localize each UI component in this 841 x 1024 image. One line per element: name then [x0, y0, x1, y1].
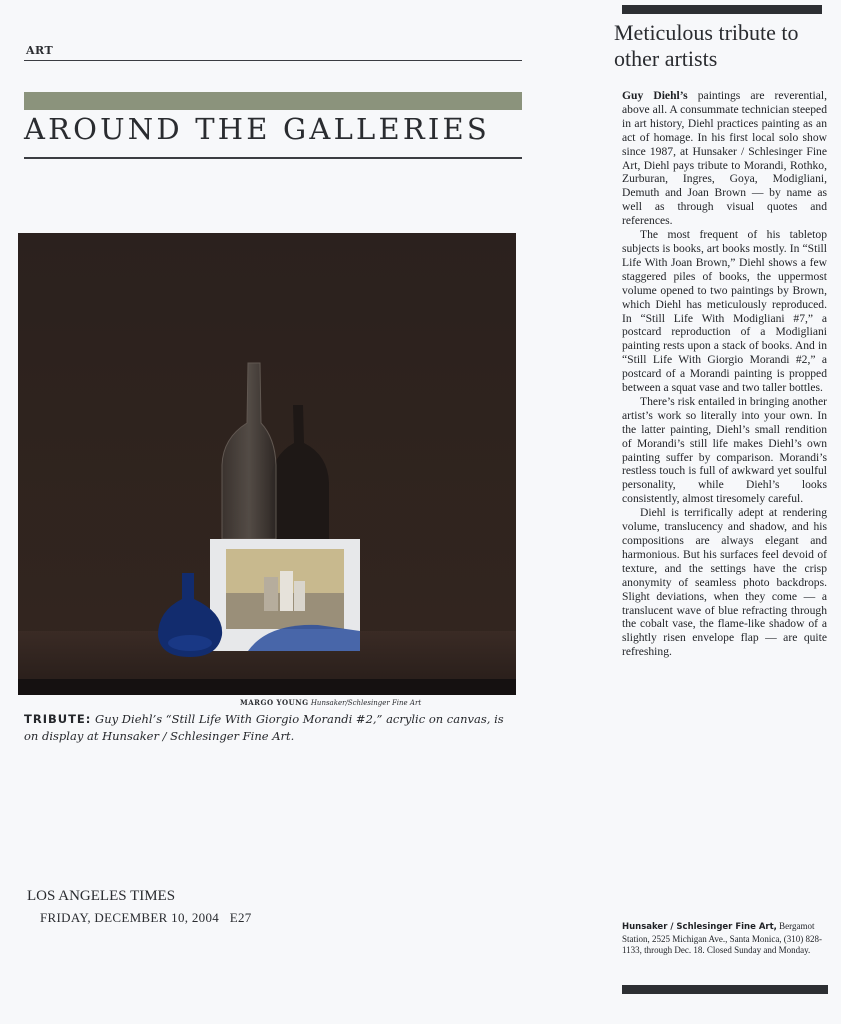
- venue-info: [622, 921, 828, 957]
- photo-caption: [24, 711, 504, 745]
- article-paragraph-1-text: paintings are reverential, above all. A consummate technician steeped in art history, Diehl practices painting as an act of homage. In his first local solo show since 1987, at Hunsaker / Schlesinger Fine Art, Diehl pays tribute to Morandi, Rothko, Zurburan, Ingres, Goya, Modigliani, Demuth and Joan Brown — by name as well as through visual quotes and references.: [622, 89, 827, 228]
- painting-photo: [18, 233, 516, 695]
- article-paragraph: [622, 89, 827, 228]
- section-label: ART: [26, 44, 54, 57]
- photo-credit-org: Hunsaker/Schlesinger Fine Art: [310, 699, 422, 707]
- section-headline: AROUND THE GALLERIES: [24, 112, 490, 146]
- publication-name: LOS ANGELES TIMES: [27, 888, 176, 904]
- column-top-bar: [622, 5, 822, 14]
- photo-credit: [240, 698, 421, 707]
- section-rule: [24, 60, 522, 61]
- article-paragraph-2: The most frequent of his tabletop subjects is books, art books mostly. In “Still Life With Joan Brown,” Diehl shows a few staggered piles of books, the uppermost volume opened to two paintings by Brown, which Diehl has meticulously reproduced. In “Still Life With Modigliani #7,” a postcard reproduction of a Modigliani painting rests upon a stack of books. And in “Still Life With Giorgio Morandi #2,” a postcard of a Morandi painting is propped between a squat vase and two taller bottles.: [622, 228, 827, 395]
- headline-rule: [24, 157, 522, 159]
- article-lead-name: Guy Diehl’s: [622, 89, 688, 102]
- headline-bar: [24, 92, 522, 110]
- column-bottom-bar: [622, 985, 828, 994]
- caption-text: Guy Diehl’s “Still Life With Giorgio Morandi #2,” acrylic on canvas, is on display at Hunsaker / Schlesinger Fine Art.: [24, 712, 504, 743]
- venue-details: Bergamot Station, 2525 Michigan Ave., Santa Monica, (310) 828-1133, through Dec. 18. Closed Sunday and Monday.: [622, 921, 823, 955]
- caption-lead: TRIBUTE:: [24, 712, 92, 726]
- venue-name: Hunsaker / Schlesinger Fine Art,: [622, 922, 777, 932]
- photo-credit-photographer: MARGO YOUNG: [240, 698, 309, 707]
- article-title: Meticulous tribute to other artists: [614, 20, 799, 71]
- article-paragraph-4: Diehl is terrifically adept at rendering volume, translucency and shadow, and his compositions are always elegant and harmonious. But his surfaces feel devoid of texture, and the settings have the crisp anonymity of seamless photo backdrops. Slight deviations, when they come — a translucent wave of blue refracting through the cobalt vase, the flame-like shadow of a slightly risen envelope flap — are quite refreshing.: [622, 506, 827, 659]
- article-body: [622, 89, 827, 659]
- article-paragraph-3: There’s risk entailed in bringing another artist’s work so literally into your own. In the latter painting, Diehl’s small rendition of Morandi’s still life makes Diehl’s own painting suffer by comparison. Morandi’s restless touch is full of awkward yet soulful personality, while Diehl’s looks consistently, almost tiresomely careful.: [622, 394, 827, 506]
- still-life-painting: [18, 233, 516, 695]
- publication-dateline: FRIDAY, DECEMBER 10, 2004 E27: [40, 910, 252, 925]
